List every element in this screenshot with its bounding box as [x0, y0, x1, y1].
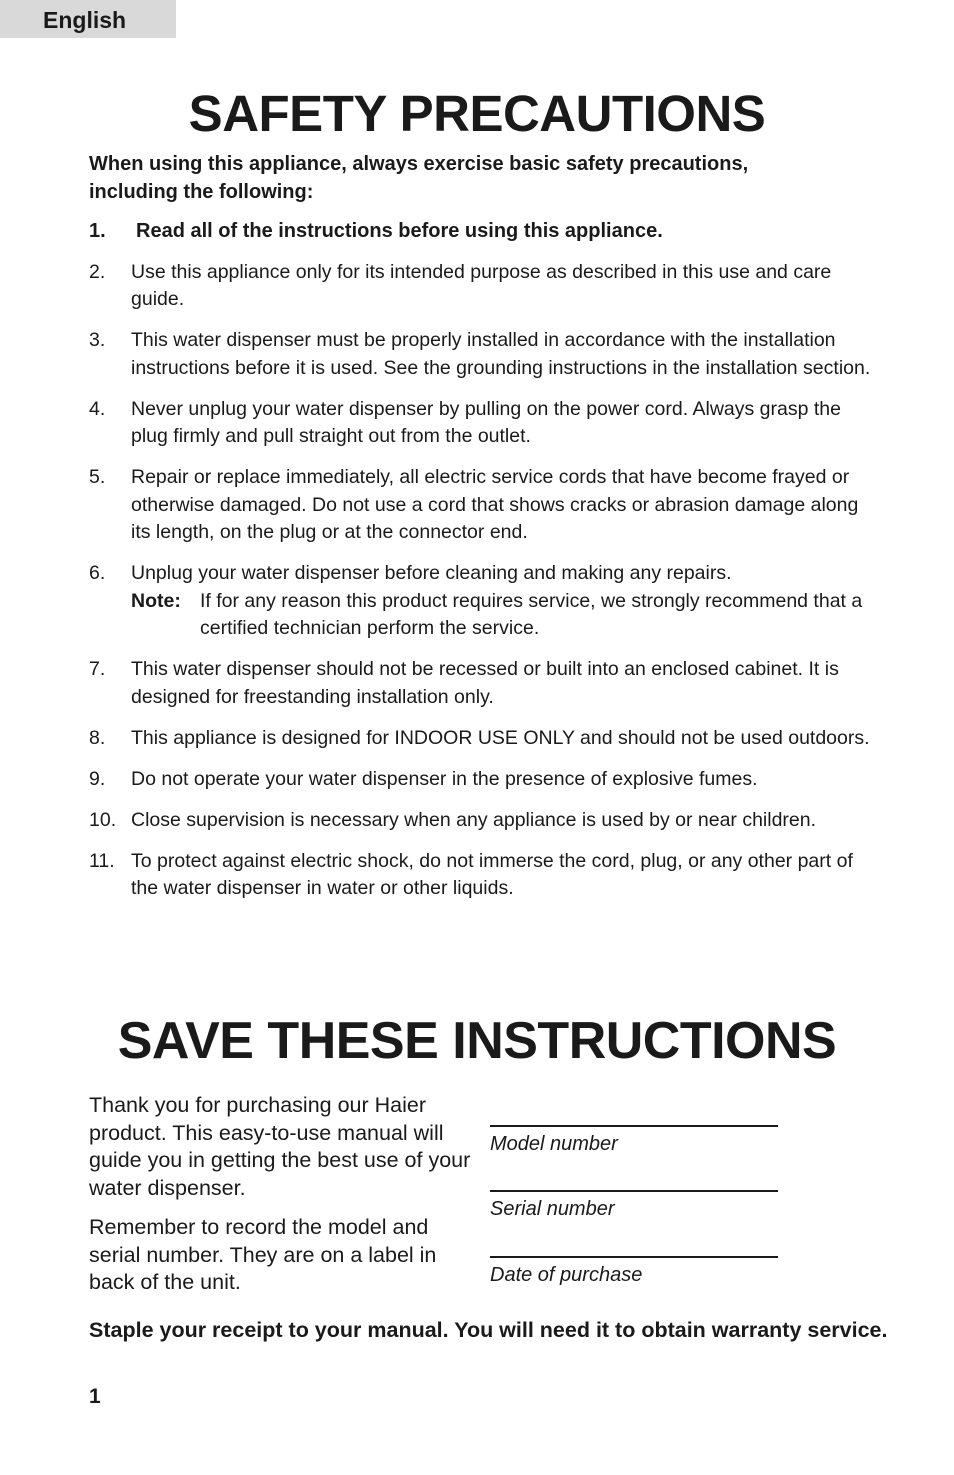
item-text: Unplug your water dispenser before cleaning and making any repairs. — [131, 562, 732, 584]
model-number-field: Model number — [490, 1125, 778, 1156]
item-number: 10. — [89, 808, 117, 831]
item-text: Repair or replace immediately, all electric service cords that have become frayed or otherwise damaged. Do not use a cord that shows cracks or abrasion damage along its length, on the plug or at the connector end. — [131, 466, 859, 543]
page-number: 1 — [89, 1385, 101, 1408]
list-item — [89, 396, 879, 451]
item-text: This water dispenser must be properly installed in accordance with the installation instructions before it is used. See the grounding instructions in the installation section. — [131, 329, 871, 379]
item-number: 6. — [89, 562, 106, 584]
list-item — [89, 807, 879, 835]
note-text: If for any reason this product requires service, we strongly recommend that a certified technician perform the service. — [200, 589, 863, 639]
language-tab: English — [0, 0, 176, 38]
item-text: This appliance is designed for INDOOR USE ONLY and should not be used outdoors. — [131, 726, 870, 749]
service-note — [131, 588, 879, 643]
list-item — [89, 766, 879, 794]
list-item — [89, 464, 879, 547]
thanks-paragraph: Thank you for purchasing our Haier product. This easy-to-use manual will guide you in getting the best use of your water dispenser. — [89, 1093, 471, 1200]
safety-list — [89, 218, 879, 916]
note-label: Note: — [131, 589, 181, 612]
list-item — [89, 725, 879, 753]
list-item — [89, 848, 879, 903]
safety-intro: When using this appliance, always exercise basic safety precautions, including the following: — [89, 153, 749, 203]
item-number: 3. — [89, 329, 106, 351]
item-text: To protect against electric shock, do not immerse the cord, plug, or any other part of the water dispenser in water or other liquids. — [131, 849, 853, 899]
list-item — [89, 656, 879, 711]
item-text: Use this appliance only for its intended purpose as described in this use and care guide. — [131, 260, 832, 310]
thanks-section — [89, 1092, 474, 1309]
list-item — [89, 218, 879, 246]
item-text: Do not operate your water dispenser in the presence of explosive fumes. — [131, 767, 758, 790]
item-number: 1. — [89, 220, 106, 242]
item-text: This water dispenser should not be recessed or built into an enclosed cabinet. It is designed for freestanding installation only. — [131, 658, 839, 708]
item-text: Read all of the instructions before using this appliance. — [136, 220, 663, 242]
item-number: 7. — [89, 658, 106, 680]
list-item — [89, 327, 879, 382]
item-number: 5. — [89, 466, 106, 488]
staple-receipt-note: Staple your receipt to your manual. You will need it to obtain warranty service. — [89, 1318, 888, 1342]
item-text: Never unplug your water dispenser by pulling on the power cord. Always grasp the plug firmly and pull straight out from the outlet. — [131, 397, 841, 447]
item-number: 11. — [89, 849, 115, 872]
item-number: 4. — [89, 397, 106, 420]
item-text: Close supervision is necessary when any appliance is used by or near children. — [131, 808, 817, 831]
save-instructions-title: SAVE THESE INSTRUCTIONS — [117, 1012, 837, 1070]
safety-precautions-title: SAFETY PRECAUTIONS — [188, 85, 766, 142]
list-item — [89, 259, 879, 314]
item-number: 2. — [89, 260, 106, 283]
date-of-purchase-field: Date of purchase — [490, 1256, 778, 1287]
list-item — [89, 560, 879, 643]
item-number: 9. — [89, 767, 106, 790]
item-number: 8. — [89, 726, 106, 749]
record-reminder-paragraph: Remember to record the model and serial number. They are on a label in back of the unit. — [89, 1215, 437, 1294]
serial-number-field: Serial number — [490, 1190, 778, 1221]
